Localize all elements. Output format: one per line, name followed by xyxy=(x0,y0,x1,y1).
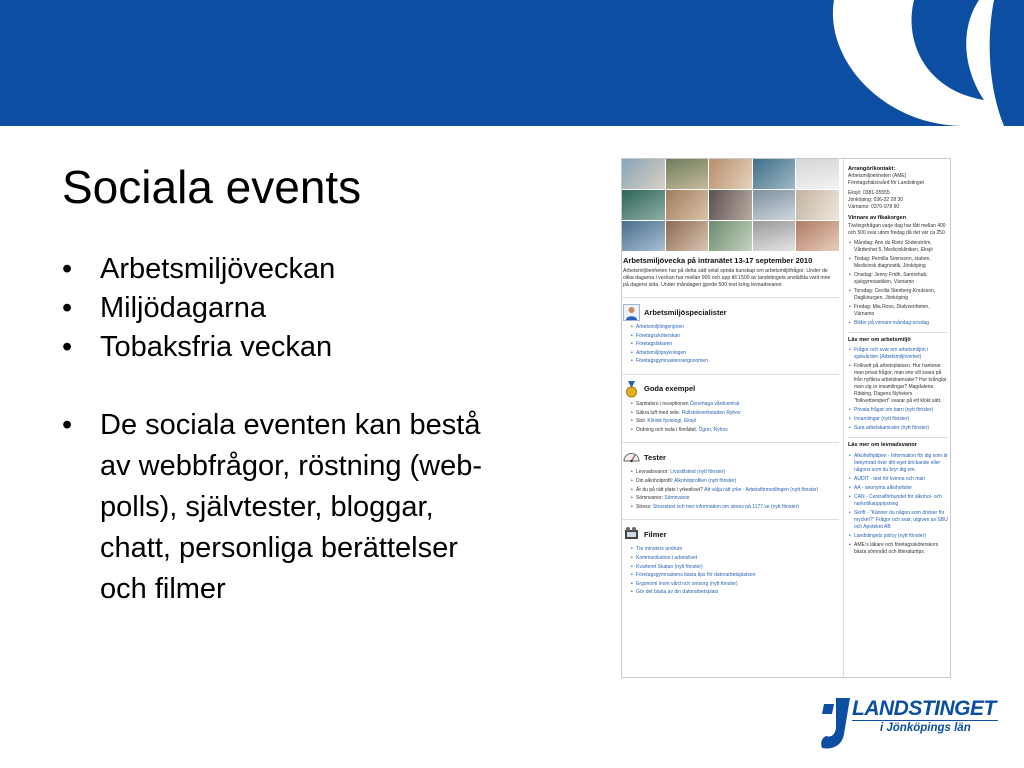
list-item: • AME:s läkare och företagssköterskors bästa sömnråd och litteraturtips. xyxy=(848,542,948,556)
section-link[interactable]: • Tre minuters andrum xyxy=(631,545,835,554)
sidebar-link[interactable]: • Alkoholhjälpen - Information för dig som är bekymrad över ditt eget drickande eller någons som du bryr dig om. xyxy=(848,453,948,474)
life-title: Läs mer om levnadsvanor xyxy=(848,442,918,449)
section-link[interactable]: Alkoholprofilen (nytt fönster) xyxy=(674,477,737,484)
section-title: Filmer xyxy=(644,529,667,539)
work-title: Läs mer om arbetsmiljö xyxy=(848,336,911,343)
sidebar-link[interactable]: • Sura arbetskamrater (nytt fönster) xyxy=(848,425,948,432)
section-good-examples xyxy=(622,374,839,434)
list-item: • Fredag: Mia Roos, Dialysenheten, Värnamo xyxy=(848,304,948,318)
photo-collage xyxy=(622,159,839,251)
winners-title: Vinnare av fikakorgen xyxy=(848,215,907,222)
sidebar-link[interactable]: • Skrift - "Känner du någon som dricker för mycket?" Frågor och svar, utgiven av SBU och Apoteket AB xyxy=(848,510,948,531)
section-title: Arbetsmiljöspecialister xyxy=(644,307,727,317)
winners-intro: Tävlingsfrågan varje dag har fått mellan 400 och 500 svar utom fredag då det var ca 250. xyxy=(848,222,947,236)
section-link[interactable]: Att välja rätt yrke - Arbetsförmedlingen (nytt fönster) xyxy=(704,486,819,493)
life-list xyxy=(848,453,948,556)
section-link[interactable]: Sömnvanor xyxy=(664,495,690,502)
list-item: • Samtalsro i receptionen Öxnehaga vårdcentral xyxy=(631,400,835,409)
sidebar-link[interactable]: • Landstingets policy (nytt fönster) xyxy=(848,533,948,540)
person-icon xyxy=(623,304,640,321)
section-link[interactable]: Stresstest och mer information om stress på 1177.se (nytt fönster) xyxy=(652,503,800,510)
sidebar-link[interactable]: • Bilder på vinnare måndag-onsdag xyxy=(848,320,948,327)
bullet-item-description: • De sociala eventen kan bestå av webbfrågor, röstning (web- polls), självtester, bloggar, chatt, personliga berättelser och filmer xyxy=(62,409,483,605)
section-link[interactable]: • Företagsgymnastens bästa tips för datorarbetsplatsen xyxy=(631,571,835,580)
list-item: • Stress: Stresstest och mer information om stress på 1177.se (nytt fönster) xyxy=(631,503,835,512)
section-link[interactable]: Livsstilstest (nytt fönster) xyxy=(670,469,726,476)
bullet-list xyxy=(62,250,582,610)
sidebar-link[interactable]: • AA - anonyma alkoholister xyxy=(848,485,948,492)
header-band xyxy=(0,0,1024,126)
section-specialists xyxy=(622,297,839,366)
slide-title: Sociala events xyxy=(62,161,362,213)
list-item: • Onsdag: Jenny Fridh, Samrehab, sjukgymnastiken, Värnamo xyxy=(848,272,948,286)
section-link[interactable]: • Ergonomi inom vård och omsorg (nytt fönster) xyxy=(631,580,835,589)
list-item: • Är du på rätt plats i yrkeslivet? Att välja rätt yrke - Arbetsförmedlingen (nytt fönster) xyxy=(631,486,835,495)
bullet-line: av webbfrågor, röstning (web- xyxy=(100,450,483,482)
logo-name: LANDSTINGET xyxy=(852,697,996,720)
sidebar-link[interactable]: • Frågor och svar om arbetsmiljön i sjukvården (Arbetsmiljöverket) xyxy=(848,347,948,361)
list-item: • Stol. Klinisk fysiologi, Eksjö xyxy=(631,417,835,426)
winners-list xyxy=(848,240,948,327)
film-icon xyxy=(623,526,640,543)
section-link[interactable]: • Arbetsmiljöpsykologen xyxy=(631,349,835,358)
list-item: • Din alkoholprofil: Alkoholprofilen (nytt fönster) xyxy=(631,477,835,486)
page-sidebar xyxy=(843,159,951,677)
bullet-line: polls), självtester, bloggar, xyxy=(100,491,434,523)
section-films xyxy=(622,519,839,597)
list-item: • Säkra luft med sele. Rullstolsverkstaden Ryhov xyxy=(631,409,835,418)
list-item: • Tisdag: Pernilla Svensson, staben, Medicinsk diagnostik, Jönköping xyxy=(848,256,948,270)
section-link[interactable]: • Företagsläkaren xyxy=(631,340,835,349)
section-title: Tester xyxy=(644,452,666,462)
sidebar-link[interactable]: • AUDIT - test för kvinna och man xyxy=(848,476,948,483)
contact-line: Värnamo: 0370-978 90 xyxy=(848,204,900,211)
sidebar-link[interactable]: • Insamlingar (nytt fönster) xyxy=(848,416,948,423)
list-item: • Måndag: Ann du Rietz Söderström, Vårdenhet 5, Medicinkliniken, Eksjö xyxy=(848,240,948,254)
list-item: • Sömnvanor: Sömnvanor xyxy=(631,494,835,503)
contact-title: Arrangör/kontakt: xyxy=(848,166,896,172)
section-tests xyxy=(622,442,839,511)
bullet-item: • Tobaksfria veckan xyxy=(62,331,333,363)
gauge-icon xyxy=(623,449,640,466)
medal-icon xyxy=(623,381,640,398)
sidebar-link[interactable]: • CAN - Centralförbundet för alkohol- och narkotikaupplysning xyxy=(848,494,948,508)
section-link[interactable]: • Företagsgymnastensergonomen xyxy=(631,357,835,366)
landstinget-logo xyxy=(818,694,1000,752)
contact-line: Eksjö: 0381-35555 xyxy=(848,190,890,197)
bullet-line: och filmer xyxy=(100,573,226,605)
logo-subtitle: i Jönköpings län xyxy=(880,722,971,734)
bullet-text: Tobaksfria veckan xyxy=(100,331,333,363)
bullet-line: De sociala eventen kan bestå xyxy=(100,409,481,441)
section-link[interactable]: • Företagssköterskan xyxy=(631,332,835,341)
bullet-text: Miljödagarna xyxy=(100,292,267,324)
article-title: Arbetsmiljövecka på intranätet 13-17 september 2010 xyxy=(623,256,813,265)
logo-mark-icon xyxy=(818,694,852,752)
sidebar-link[interactable]: • Privata frågor om barn (nytt fönster) xyxy=(848,407,948,414)
section-link[interactable]: Ögon, Ryhov xyxy=(698,426,728,433)
bullet-line: chatt, personliga berättelser xyxy=(100,532,458,564)
section-link[interactable]: • Kommunikation i arbetslivet xyxy=(631,554,835,563)
contact-line: Jönköping: 036-32 28 30 xyxy=(848,197,904,204)
contact-line: Arbetsmiljöenheten (AME) xyxy=(848,173,907,180)
bullet-text: Arbetsmiljöveckan xyxy=(100,253,336,285)
list-item: • Folkvett på arbetsplatsen. Hur hanterar man privat frågor, man inte vill svara på från nyfikna arbetskamrater? Hur krånglar man sig ur insamlingar? Magdalena Ribbing, Dagens Nyheters "folkvettsexpert" svarar på ett klokt sätt. xyxy=(848,363,948,405)
section-link[interactable]: • Gör det bästa av din datorarbetsplats xyxy=(631,588,835,597)
section-link[interactable]: Rullstolsverkstaden Ryhov xyxy=(681,409,741,416)
section-link[interactable]: Öxnehaga vårdcentral xyxy=(689,400,740,407)
list-item: • Ordning och reda i förrådet. Ögon, Ryhov xyxy=(631,426,835,435)
contact-line: Företagshälsovård för Landstinget xyxy=(848,180,924,187)
section-title: Goda exempel xyxy=(644,384,696,394)
page-main-column xyxy=(622,159,839,677)
work-list xyxy=(848,347,948,432)
section-link[interactable]: • Kvarteret Skatan (nytt fönster) xyxy=(631,563,835,572)
article-body: Arbetsmiljöenheten har på detta sätt velat sprida kunskap om arbetsmiljöfrågor. Under de olika dagarna i veckan har mellan 900 och upp till 1500 av landstingets anställda varit inne på dagens sida. Under måndagen gjorde 500 test kring levnadsvanor. xyxy=(623,268,831,288)
list-item: • Levnadsvanor: Livsstilstest (nytt fönster) xyxy=(631,468,835,477)
section-link[interactable]: Klinisk fysiologi, Eksjö xyxy=(647,418,697,425)
intranet-page-screenshot xyxy=(621,158,951,678)
bullet-item: • Arbetsmiljöveckan xyxy=(62,253,336,285)
list-item: • Torsdag: Cecilia Stenberg-Knutsson, Daglkirurgen, Jönköping xyxy=(848,288,948,302)
brand-swoosh-graphic xyxy=(764,0,1024,126)
bullet-item: • Miljödagarna xyxy=(62,292,267,324)
section-link[interactable]: • Arbetsmiljöingenjören xyxy=(631,323,835,332)
